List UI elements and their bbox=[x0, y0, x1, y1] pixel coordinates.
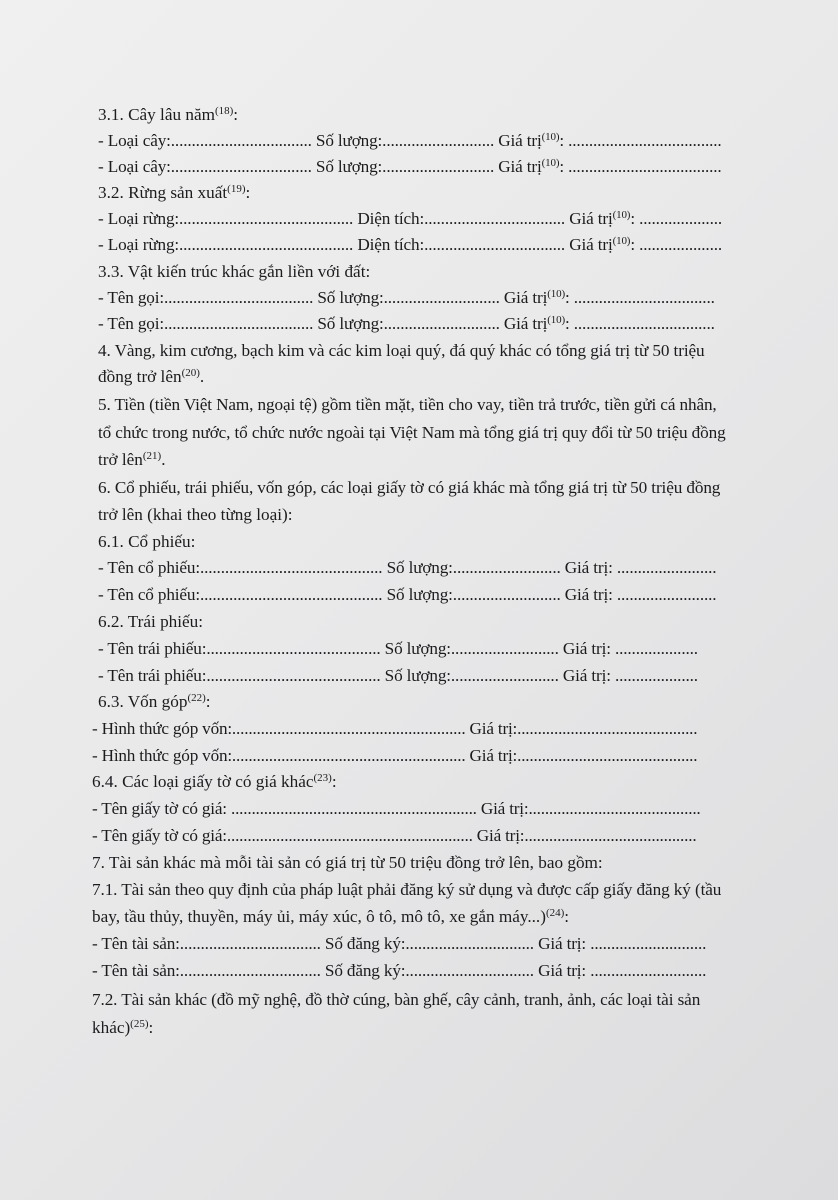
form-line-bond-2: - Tên trái phiếu:.......................................... Số lượng:.......................... Giá trị: .................... bbox=[98, 666, 698, 685]
form-line-bond-1: - Tên trái phiếu:.......................................... Số lượng:.......................... Giá trị: .................... bbox=[98, 639, 698, 658]
paragraph-5-cont: tổ chức trong nước, tổ chức nước ngoài tại Việt Nam mà tổng giá trị quy đổi từ 50 triệu đồng bbox=[98, 423, 726, 442]
paragraph-4-cont: đồng trở lên$^{(20)}$. bbox=[98, 367, 205, 386]
paragraph-5: 5. Tiền (tiền Việt Nam, ngoại tệ) gồm tiền mặt, tiền cho vay, tiền trả trước, tiền gửi cá nhân, bbox=[98, 395, 717, 414]
heading-3-3: 3.3. Vật kiến trúc khác gắn liền với đất: bbox=[98, 262, 371, 281]
paragraph-6: 6. Cổ phiếu, trái phiếu, vốn góp, các loại giấy tờ có giá khác mà tổng giá trị từ 50 triệu đồng bbox=[98, 478, 721, 497]
paragraph-7-2-cont: khác)$^{(25)}$: bbox=[92, 1018, 154, 1037]
paragraph-7: 7. Tài sản khác mà mỗi tài sản có giá trị từ 50 triệu đồng trở lên, bao gồm: bbox=[92, 853, 603, 872]
form-line-tree-type-2: - Loại cây:.................................. Số lượng:........................... Giá trị$^{(10)}$: ..................................... bbox=[98, 157, 722, 176]
heading-6-4: 6.4. Các loại giấy tờ có giá khác$^{(23)}$: bbox=[92, 772, 337, 791]
form-line-paper-1: - Tên giấy tờ có giá: ............................................................ Giá trị:.......................................... bbox=[92, 799, 701, 818]
form-line-forest-type-1: - Loại rừng:.......................................... Diện tích:.................................. Giá trị$^{(10)}$: .................... bbox=[98, 209, 723, 228]
form-line-stock-1: - Tên cổ phiếu:............................................ Số lượng:.......................... Giá trị: ........................ bbox=[98, 558, 717, 577]
heading-6-3: 6.3. Vốn góp$^{(22)}$: bbox=[98, 692, 211, 711]
heading-6-2: 6.2. Trái phiếu: bbox=[98, 612, 204, 631]
paragraph-4: 4. Vàng, kim cương, bạch kim và các kim loại quý, đá quý khác có tổng giá trị từ 50 triệu bbox=[98, 341, 705, 360]
form-line-stock-2: - Tên cổ phiếu:............................................ Số lượng:.......................... Giá trị: ........................ bbox=[98, 585, 717, 604]
heading-6-1: 6.1. Cổ phiếu: bbox=[98, 532, 196, 551]
form-line-forest-type-2: - Loại rừng:.......................................... Diện tích:.................................. Giá trị$^{(10)}$: .................... bbox=[98, 235, 723, 254]
paragraph-5-end: trở lên$^{(21)}$. bbox=[98, 450, 166, 469]
form-line-paper-2: - Tên giấy tờ có giá:............................................................ Giá trị:.......................................... bbox=[92, 826, 697, 845]
heading-3-2: 3.2. Rừng sản xuất$^{(19)}$: bbox=[98, 183, 251, 202]
heading-3-1: 3.1. Cây lâu năm$^{(18)}$: bbox=[98, 105, 239, 124]
paragraph-6-cont: trở lên (khai theo từng loại): bbox=[98, 505, 293, 524]
form-line-asset-1: - Tên tài sản:.................................. Số đăng ký:............................... Giá trị: ............................ bbox=[92, 934, 707, 953]
form-line-capital-1: - Hình thức góp vốn:......................................................... Giá trị:............................................ bbox=[92, 719, 698, 738]
paragraph-7-1-cont: bay, tầu thủy, thuyền, máy ủi, máy xúc, ô tô, mô tô, xe gắn máy...)$^{(24)}$: bbox=[92, 907, 570, 926]
paragraph-7-1: 7.1. Tài sản theo quy định của pháp luật phải đăng ký sử dụng và được cấp giấy đăng ký (tầu bbox=[92, 880, 722, 899]
form-line-capital-2: - Hình thức góp vốn:......................................................... Giá trị:............................................ bbox=[92, 746, 698, 765]
form-line-structure-name-2: - Tên gọi:.................................... Số lượng:............................ Giá trị$^{(10)}$: .................................. bbox=[98, 314, 715, 333]
form-line-asset-2: - Tên tài sản:.................................. Số đăng ký:............................... Giá trị: ............................ bbox=[92, 961, 707, 980]
form-line-structure-name-1: - Tên gọi:.................................... Số lượng:............................ Giá trị$^{(10)}$: .................................. bbox=[98, 288, 715, 307]
form-line-tree-type-1: - Loại cây:.................................. Số lượng:........................... Giá trị$^{(10)}$: ..................................... bbox=[98, 131, 722, 150]
paragraph-7-2: 7.2. Tài sản khác (đồ mỹ nghệ, đồ thờ cúng, bàn ghế, cây cảnh, tranh, ảnh, các loại tài sản bbox=[92, 990, 701, 1009]
